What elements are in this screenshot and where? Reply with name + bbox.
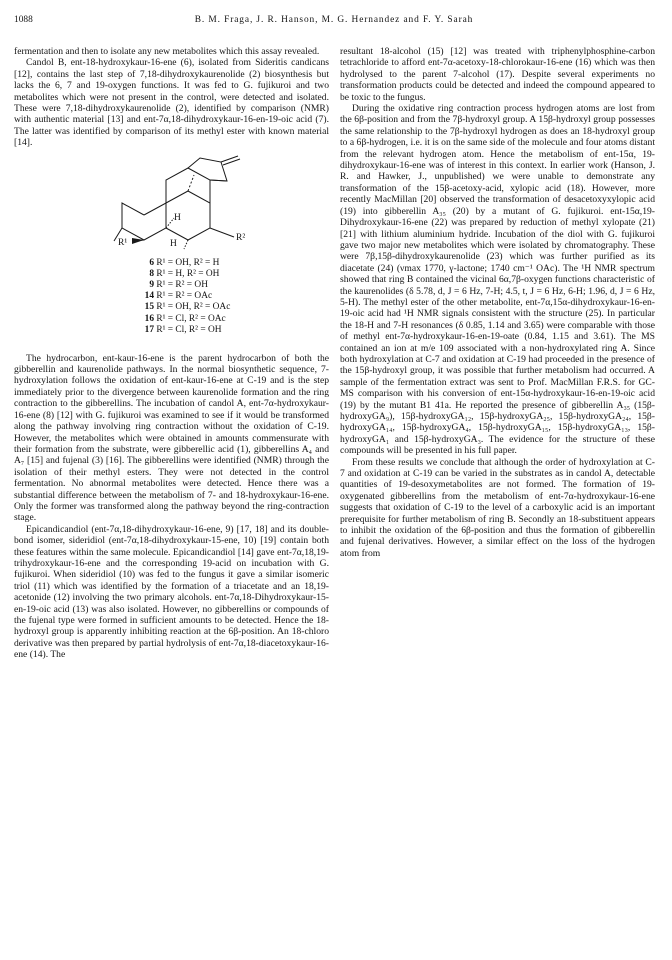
kaurene-structure-figure	[14, 153, 329, 351]
substituent-definition: R¹ = OH, R² = H	[156, 257, 220, 268]
paragraph: Epicandicandiol (ent-7α,18-dihydroxykaur-16-ene, 9) [17, 18] and its double-bond isomer, sideridiol (ent-7α,18-dihydroxykaur-15-ene, 10) [19] contain both these features within the same molecule. Epicandicandiol [14] gave ent-7α,18,19-trihydroxykaur-16-ene and the corresponding 19-acid on incubation with G. fujikuroi. When sideridiol (10) was fed to the fungus it gave a similar isomeric triol (11) which was identified by the formation of a triacetate and an 18,19-acetonide (12) involving the two primary alcohols. ent-7α,18-Dihydroxykaur-15-en-19-oic acid (13) was also isolated. However, no gibberellins or compounds of the fujenal type were formed in sufficient amounts to be detected. Hence the 18-hydroxyl group is apparently inhibiting reaction at the 6β-position. An 18-chloro derivative was then prepared by partial hydrolysis of ent-7α,18-diacetoxykaur-16-ene (14). The	[14, 523, 329, 661]
paragraph: Candol B, ent-18-hydroxykaur-16-ene (6), isolated from Sideritis candicans [12], contains the last step of 7,18-dihydroxykaurenolide (2) biosynthesis but lacks the 6, 7 and 19-oxygen functions. It was fed to G. fujikuroi and two metabolites which were not present in the control, were detected and isolated. These were 7,18-dihydroxykaurenolide (2), identified by comparison (NMR) with authentic material [13] and ent-7α,18-dihydroxykaur-16-en-19-oic acid (7). The latter was identified by comparison of its methyl ester with known material [14].	[14, 57, 329, 149]
hydrogen-label: H	[170, 238, 177, 249]
compound-number: 6	[149, 257, 154, 268]
compound-legend	[140, 258, 230, 336]
legend-row	[140, 291, 230, 302]
legend-row	[140, 280, 230, 291]
compound-number: 15	[144, 302, 154, 313]
legend-row	[140, 269, 230, 280]
compound-number: 14	[144, 291, 154, 302]
paragraph: fermentation and then to isolate any new metabolites which this assay revealed.	[14, 46, 320, 57]
substituent-definition: R¹ = Cl, R² = OH	[156, 324, 222, 335]
paragraph: resultant 18-alcohol (15) [12] was treated with triphenylphosphine-carbon tetrachloride to afford ent-7α-acetoxy-18-chlorokaur-16-ene (16) which was then hydrolysed to the parent 7-alcohol (17). Despite several experiments no transformation products could be detected and indeed the compound appeared to be toxic to the fungus.	[340, 46, 655, 103]
author-line: B. M. Fraga, J. R. Hanson, M. G. Hernandez and F. Y. Sarah	[194, 15, 474, 25]
left-column	[14, 46, 329, 661]
page-number: 1088	[14, 15, 33, 25]
substituent-definition: R¹ = Cl, R² = OAc	[156, 313, 226, 324]
compound-number: 9	[149, 280, 154, 291]
right-column	[340, 46, 655, 559]
paragraph: From these results we conclude that although the order of hydroxylation at C-7 and oxidation at C-19 can be varied in the substrates as in candol A, detectable quantities of 19-desoxymetabolites are not formed. The formation of 19-oxygenated gibberellins from the metabolism of ent-7α-hydroxykaur-16-ene suggests that oxidation of C-19 to the level of a carboxylic acid is an important prerequisite for further metabolism of ring B. Secondly an 18-substituent appears to inhibit the oxidation of the 6β-position and thus the formation of gibberellin and fujenal derivatives. However, a similar effect on the loss of the hydrogen atom from	[340, 456, 655, 559]
paragraph: The hydrocarbon, ent-kaur-16-ene is the parent hydrocarbon of both the gibberellin and kaurenolide pathways. In the normal biosynthetic sequence, 7-hydroxylation follows the oxidation of ent-kaur-16-ene at C-19 and is the step immediately prior to the divergence between kaurenolide formation and the ring contraction to the gibberellins. The incubation of candol A, ent-7α-hydroxykaur-16-ene (8) [12] with G. fujikuroi was examined to see if it would be transformed along the pathway involving ring contraction without the oxidation of C-19. However, the metabolites which were obtained in amounts commensurate with their formation from the substrate, were gibberellic acid (1), gibberellins A₄ and A₇ [15] and fujenal (3) [16]. The gibberellins were identified (NMR) through the isolation of their methyl esters. They were not detected in the control fermentation. No abnormal metabolites were detected. Hence there was a substantial difference between the metabolism of 7- and 18-hydroxykaur-16-ene. Only the former was transformed along the pathway beyond the ring-contraction stage.	[14, 352, 329, 524]
compound-number: 17	[144, 324, 154, 335]
legend-row	[140, 325, 230, 336]
r1-label: R¹	[118, 237, 128, 248]
legend-row	[140, 258, 230, 269]
substituent-definition: R¹ = OH, R² = OAc	[156, 302, 231, 313]
legend-row	[140, 314, 230, 325]
legend-row	[140, 302, 230, 313]
compound-number: 8	[149, 268, 154, 279]
hydrogen-label: H	[174, 212, 181, 223]
substituent-definition: R¹ = R² = OAc	[156, 291, 213, 302]
paragraph: During the oxidative ring contraction process hydrogen atoms are lost from the 6β-position and from the 7β-hydroxyl group. A 15β-hydroxyl group possesses the same relationship to the 7β-hydroxyl hydrogen as does an 18-hydroxyl group to a 6β-hydrogen, i.e. it is on the same side of the molecule and four atoms distant from the relevant hydrogen atom. Hence the metabolism of ent-15α, 19-dihydroxykaur-16-ene was of interest in this context. In earlier work (Hanson, J. R. and Hawker, J., unpublished) we were unable to demonstrate any transformation of the 15β-acetoxy-acid, xylopic acid (18). However, more recently MacMillan [20] observed the transformation of desacetoxyxylopic acid (19) into gibberellin A₃₅ (20) by a mutant of G. fujikuroi. ent-15α,19-Dihydroxykaur-16-ene (22) was prepared by reduction of methyl xylopate (21) [21] with lithium aluminium hydride. Incubation of the diol with G. fujikuroi gave two major new metabolites which were isolated by chromatography. These were 7β,15β-dihydroxykaurenolide (23) which was further purified as its diacetate (24) (νmax 1770, γ-lactone; 1740 cm⁻¹ OAc). The ¹H NMR spectrum showed that ring B contained the vicinal 6α,7β-oxygen functions characteristic of the kaurenolides (δ 5.78, d, J = 6 Hz, 7-H; 4.5, t, J = 6 Hz, 6-H; 1.96, d, J = 6 Hz, 5-H). The methyl ester of the other metabolite, ent-7α,15α-dihydroxykaur-16-en-19-oic acid had ¹H NMR signals consistent with the structure (25). In particular the 18-H and 7-H resonances (δ 0.85, 1.14 and 3.65) were comparable with those of methyl ent-7α-hydroxykaur-16-en-19-oate (0.84, 1.15 and 3.61). The MS contained an ion at m/e 109 associated with a non-hydroxylated ring A. Since both hydroxylation at C-7 and oxidation at C-19 had proceeded in the presence of the 15β-hydroxyl group, it was possible that further metabolism had occurred. A sample of the fermentation extract was sent to Prof. MacMillan F.R.S. for GC-MS comparison with his conversion of ent-15α-hydroxykaur-16-en-19-oic acid (19) by the mutant B1 41a. He reported the presence of gibberellin A₃₅ (15β-hydroxyGA₉), 15β-hydroxyGA₁₂, 15β-hydroxyGA₂₅, 15β-hydroxyGA₂₄, 15β-hydroxyGA₁₄, 15β-hydroxyGA₄, 15β-hydroxyGA₁₅, 15β-hydroxyGA₁₃, 15β-hydroxyGA₁ and 15β-hydroxyGA₃. The evidence for the structure of these compounds will be presented in his full paper.	[340, 103, 655, 457]
substituent-definition: R¹ = H, R² = OH	[156, 268, 220, 279]
substituent-definition: R¹ = R² = OH	[156, 280, 208, 291]
compound-number: 16	[144, 313, 154, 324]
running-header	[14, 12, 654, 28]
r2-label: R²	[236, 232, 246, 243]
